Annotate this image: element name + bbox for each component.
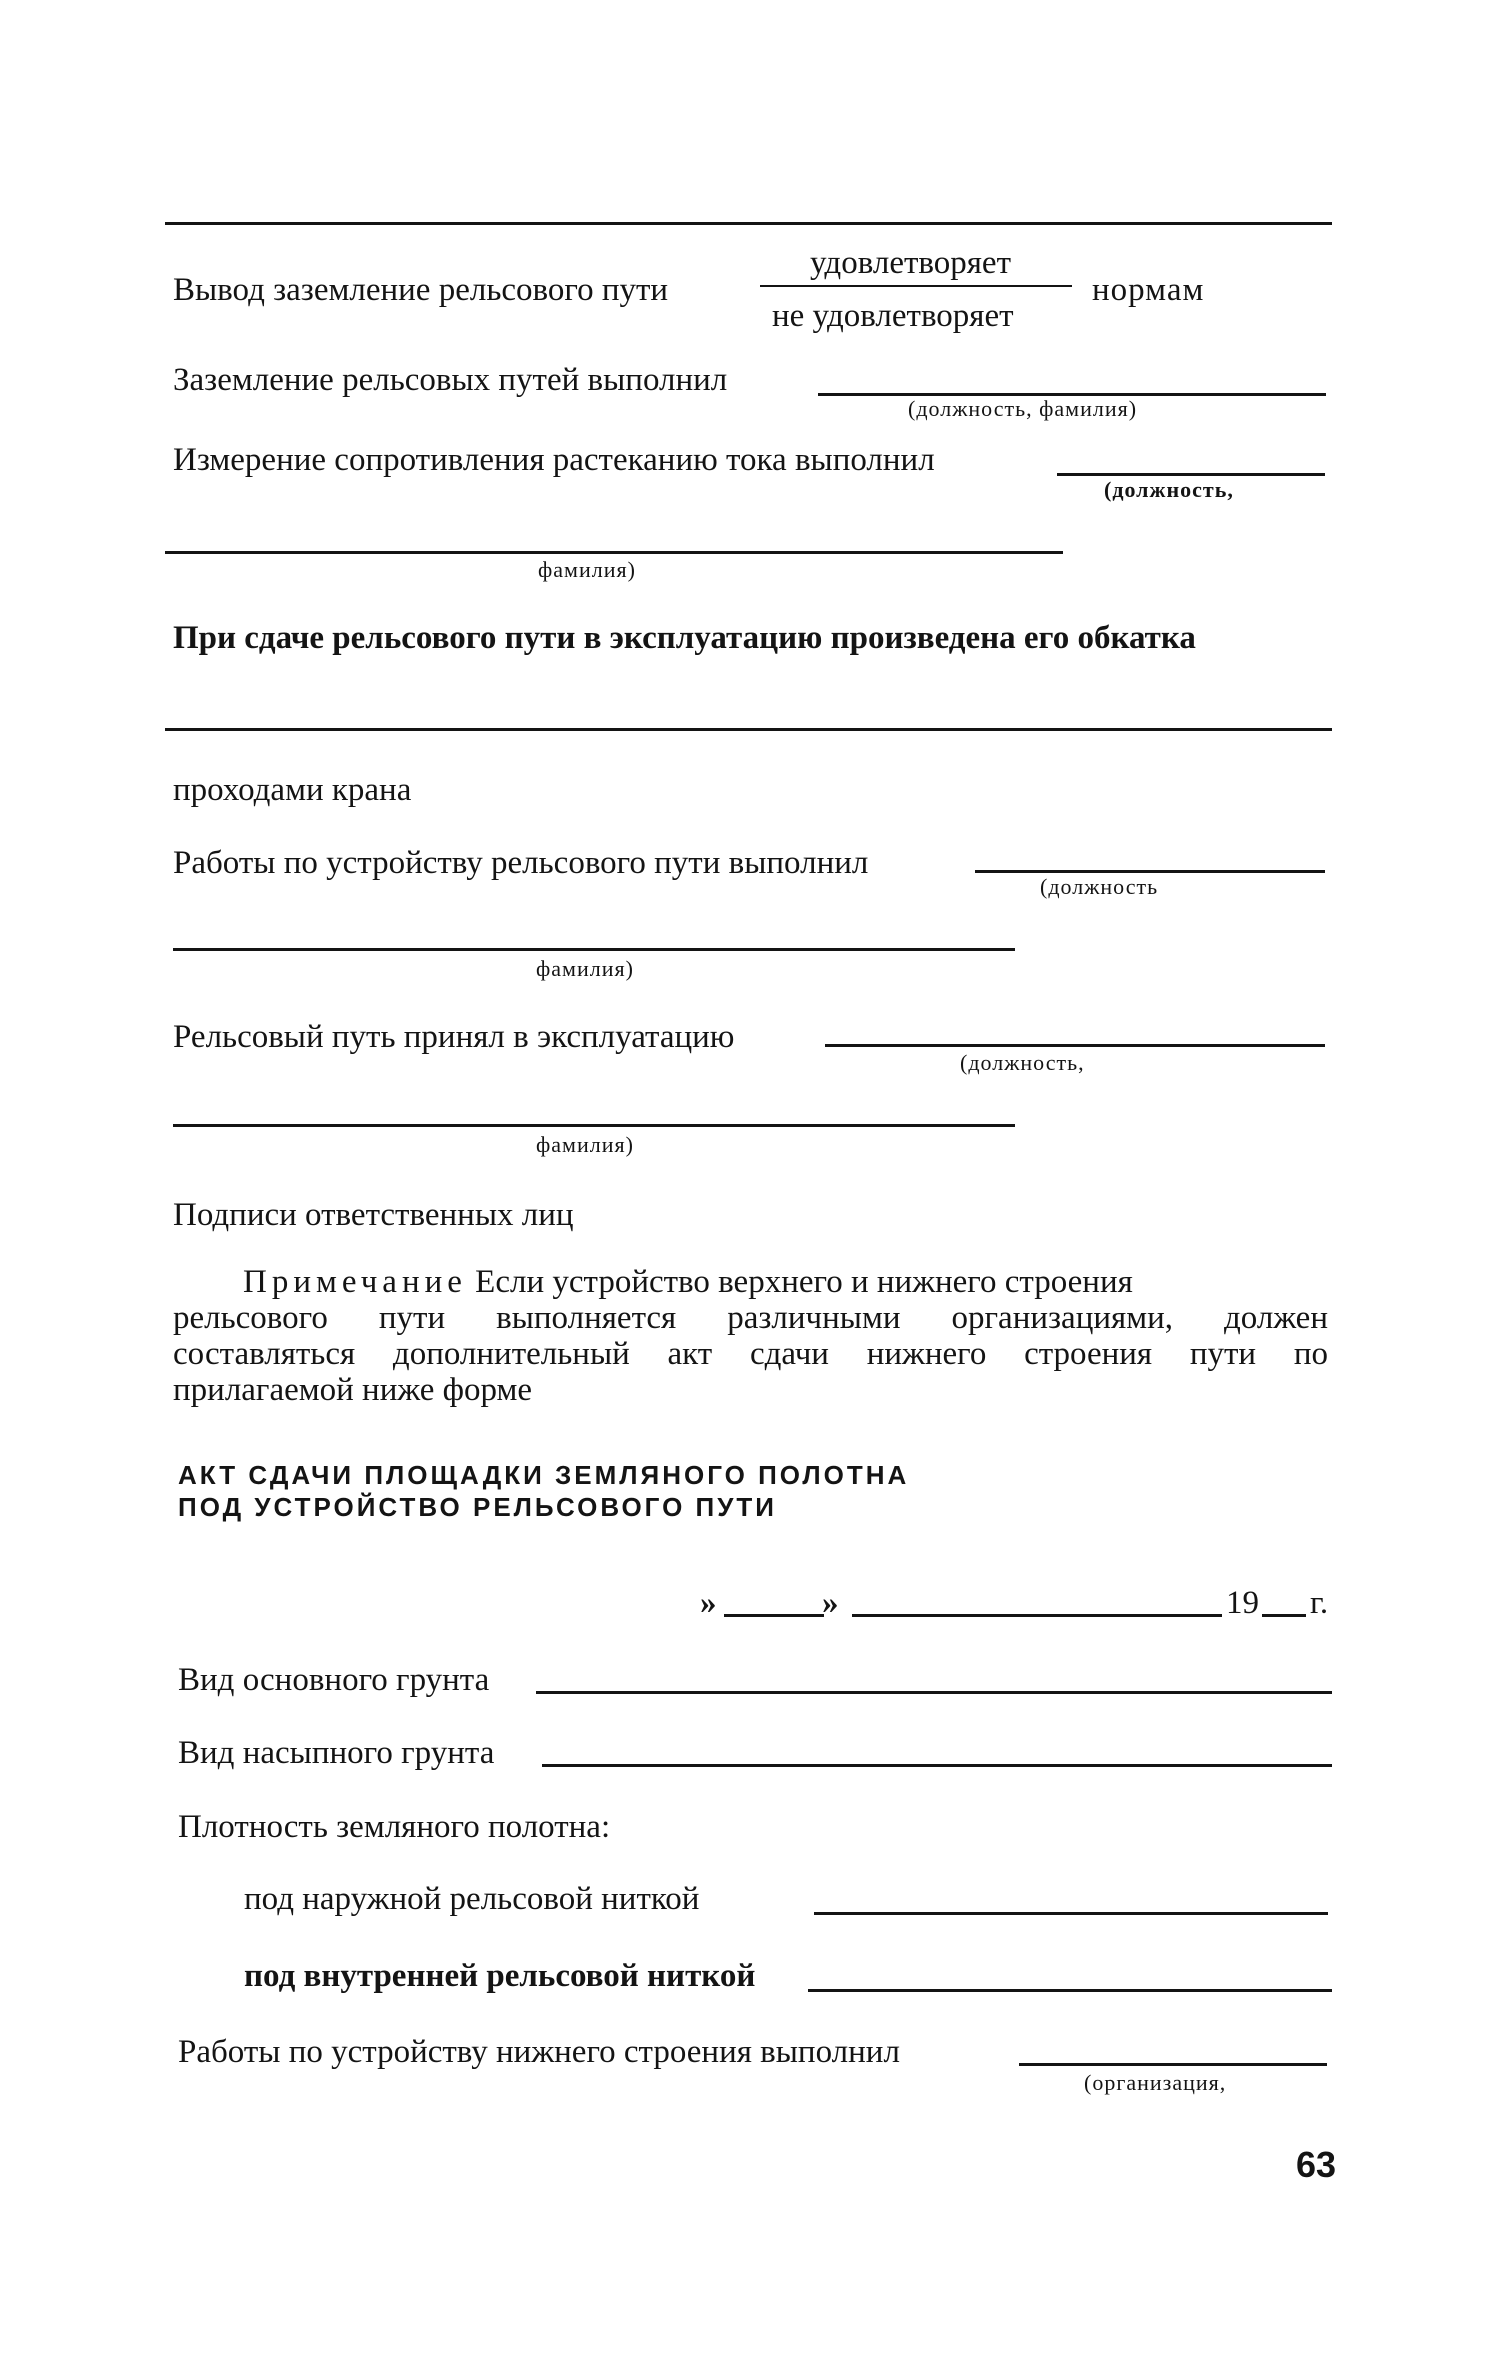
measurement-label: Измерение сопротивления растеканию тока выполнил — [173, 442, 935, 478]
caption-position-2: (должность — [1040, 874, 1159, 899]
accepted-field-2[interactable] — [173, 1124, 1015, 1127]
works-done-field-2[interactable] — [173, 948, 1015, 951]
caption-position-surname: (должность, фамилия) — [908, 396, 1138, 421]
date-month-field[interactable] — [852, 1614, 1222, 1617]
note-line-3: составляться дополнительный акт сдачи нижнего строения пути по — [173, 1336, 1328, 1372]
caption-organization: (организация, — [1084, 2070, 1227, 2095]
date-quote-open: » — [700, 1585, 717, 1621]
note-line-2: рельсового пути выполняется различными организациями, должен — [173, 1300, 1328, 1336]
density-label: Плотность земляного полотна: — [178, 1809, 611, 1845]
outer-rail-field[interactable] — [814, 1912, 1328, 1915]
base-soil-label: Вид основного грунта — [178, 1662, 490, 1698]
accepted-label: Рельсовый путь принял в эксплуатацию — [173, 1019, 735, 1055]
works-done-field[interactable] — [975, 870, 1325, 873]
option-not-satisfies: не удовлетворяет — [772, 298, 1014, 334]
page-number: 63 — [1296, 2144, 1337, 2185]
act-title-line-2: ПОД УСТРОЙСТВО РЕЛЬСОВОГО ПУТИ — [178, 1492, 777, 1522]
date-year-prefix: 19 — [1226, 1585, 1259, 1621]
caption-surname: фамилия) — [538, 557, 636, 582]
grounding-label: Вывод заземление рельсового пути — [173, 272, 669, 308]
signatures-label: Подписи ответственных лиц — [173, 1197, 574, 1233]
inner-rail-label: под внутренней рельсовой ниткой — [244, 1958, 756, 1994]
rolling-field[interactable] — [165, 728, 1332, 731]
top-rule — [165, 222, 1332, 225]
date-year-suffix: г. — [1310, 1585, 1329, 1621]
rolling-text: При сдаче рельсового пути в эксплуатацию произведена его обкатка — [173, 620, 1196, 656]
measurement-field-2[interactable] — [165, 551, 1063, 554]
caption-position-3: (должность, — [960, 1050, 1085, 1075]
fraction-rule — [760, 285, 1072, 287]
date-year-field[interactable] — [1262, 1614, 1306, 1617]
base-soil-field[interactable] — [536, 1691, 1332, 1694]
caption-surname-2: фамилия) — [536, 956, 634, 981]
caption-position: (должность, — [1104, 477, 1234, 502]
act-title-line-1: АКТ СДАЧИ ПЛОЩАДКИ ЗЕМЛЯНОГО ПОЛОТНА — [178, 1460, 910, 1490]
date-day-field[interactable] — [724, 1614, 824, 1617]
outer-rail-label: под наружной рельсовой ниткой — [244, 1881, 700, 1917]
note-line-4: прилагаемой ниже форме — [173, 1372, 533, 1408]
date-quote-close: » — [822, 1585, 839, 1621]
fill-soil-label: Вид насыпного грунта — [178, 1735, 495, 1771]
note-line-1: Если устройство верхнего и нижнего строения — [475, 1264, 1133, 1300]
substructure-field[interactable] — [1019, 2063, 1327, 2066]
inner-rail-field[interactable] — [808, 1989, 1332, 1992]
fill-soil-field[interactable] — [542, 1764, 1332, 1767]
substructure-label: Работы по устройству нижнего строения выполнил — [178, 2034, 900, 2070]
grounding-done-label: Заземление рельсовых путей выполнил — [173, 362, 728, 398]
caption-surname-3: фамилия) — [536, 1132, 634, 1157]
accepted-field[interactable] — [825, 1044, 1325, 1047]
note-word: Примечание — [243, 1264, 467, 1300]
option-satisfies: удовлетворяет — [810, 245, 1011, 281]
norms-label: нормам — [1092, 272, 1205, 308]
note-paragraph — [173, 1264, 1328, 1408]
works-done-label: Работы по устройству рельсового пути выполнил — [173, 845, 869, 881]
crane-passes: проходами крана — [173, 772, 412, 808]
measurement-field[interactable] — [1057, 473, 1325, 476]
